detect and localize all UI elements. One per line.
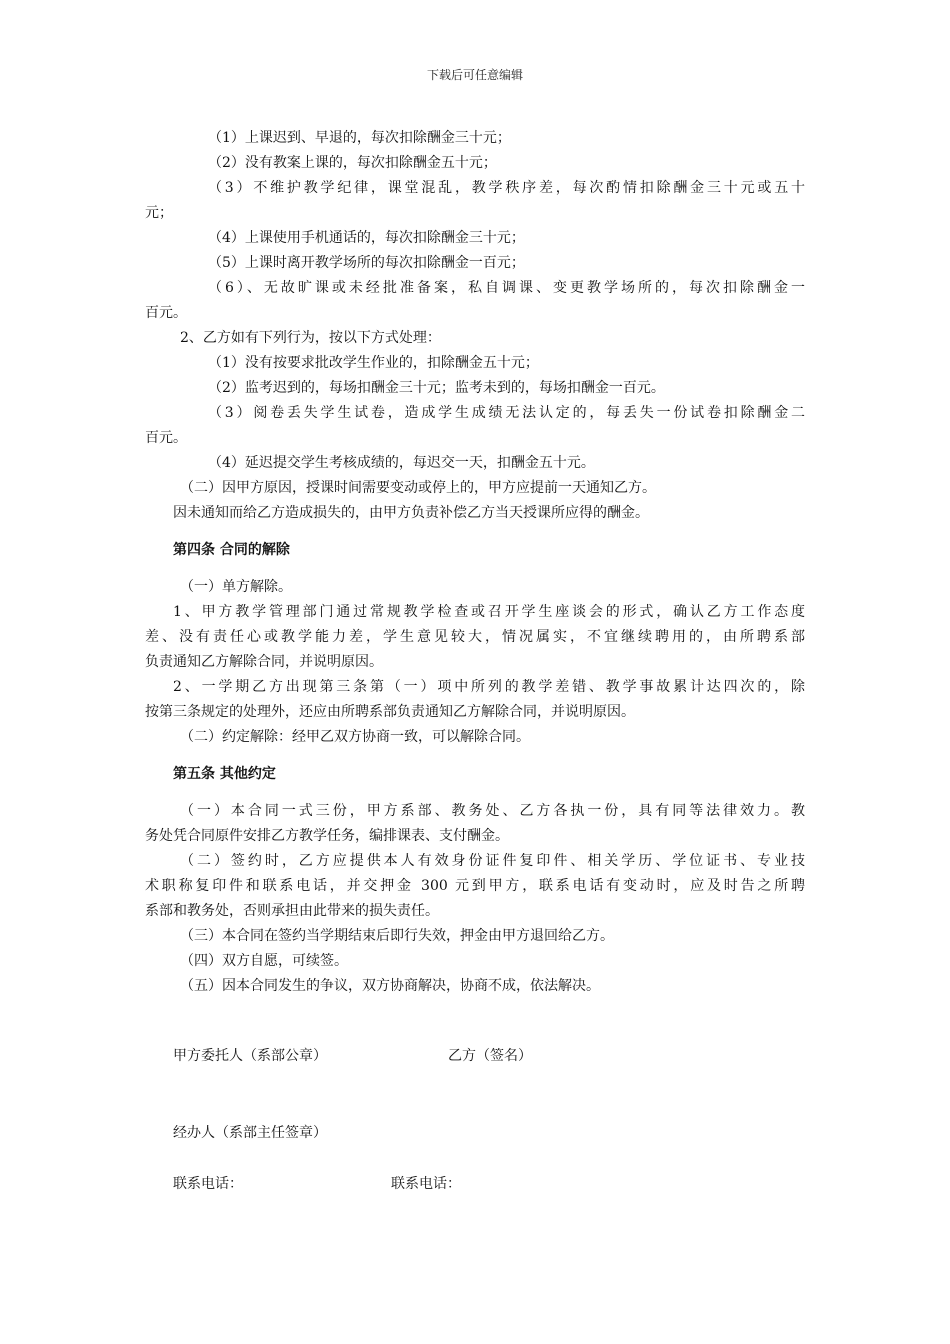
handler-label: 经办人（系部主任签章） xyxy=(173,1125,327,1141)
text-line: （一）本合同一式三份，甲方系部、教务处、乙方各执一份，具有同等法律效力。教 xyxy=(180,803,805,819)
text-line: （三）本合同在签约当学期结束后即行失效，押金由甲方退回给乙方。 xyxy=(180,928,614,944)
text-line: 负责通知乙方解除合同，并说明原因。 xyxy=(145,654,383,670)
text-line: （4）延迟提交学生考核成绩的，每迟交一天，扣酬金五十元。 xyxy=(208,455,595,471)
text-line: （6）、无故旷课或未经批准备案，私自调课、变更教学场所的，每次扣除酬金一 xyxy=(208,280,805,296)
text-line: 差、没有责任心或教学能力差，学生意见较大，情况属实，不宜继续聘用的，由所聘系部 xyxy=(145,629,805,645)
text-line: （四）双方自愿，可续签。 xyxy=(180,953,348,969)
text-line: （5）上课时离开教学场所的每次扣除酬金一百元； xyxy=(208,255,525,271)
text-line: 百元。 xyxy=(145,430,187,446)
text-line: 按第三条规定的处理外，还应由所聘系部负责通知乙方解除合同，并说明原因。 xyxy=(145,704,635,720)
section-heading: 第五条 其他约定 xyxy=(173,766,276,782)
text-line: （二）约定解除：经甲乙双方协商一致，可以解除合同。 xyxy=(180,729,530,745)
text-line: （二）因甲方原因，授课时间需要变动或停上的，甲方应提前一天通知乙方。 xyxy=(180,480,656,496)
section-heading: 第四条 合同的解除 xyxy=(173,542,290,558)
text-line: 元； xyxy=(145,205,173,221)
text-line: （二）签约时，乙方应提供本人有效身份证件复印件、相关学历、学位证书、专业技 xyxy=(180,853,805,869)
text-line: （一）单方解除。 xyxy=(180,579,292,595)
phone-b-label: 联系电话： xyxy=(391,1176,461,1192)
text-line: 2、乙方如有下列行为，按以下方式处理： xyxy=(180,330,441,346)
text-line: 百元。 xyxy=(145,305,187,321)
party-a-label: 甲方委托人（系部公章） xyxy=(173,1048,327,1064)
text-line: 因未通知而给乙方造成损失的，由甲方负责补偿乙方当天授课所应得的酬金。 xyxy=(173,505,649,521)
text-line: （2）没有教案上课的，每次扣除酬金五十元； xyxy=(208,155,497,171)
text-line: （4）上课使用手机通话的，每次扣除酬金三十元； xyxy=(208,230,525,246)
text-line: 系部和教务处，否则承担由此带来的损失责任。 xyxy=(145,903,439,919)
text-line: 术职称复印件和联系电话，并交押金 300 元到甲方，联系电话有变动时，应及时告之所聘 xyxy=(145,878,805,894)
text-line: 1、甲方教学管理部门通过常规教学检查或召开学生座谈会的形式，确认乙方工作态度 xyxy=(173,604,805,620)
text-line: （3）不维护教学纪律，课堂混乱，教学秩序差，每次酌情扣除酬金三十元或五十 xyxy=(208,180,805,196)
text-line: （2）监考迟到的，每场扣酬金三十元；监考未到的，每场扣酬金一百元。 xyxy=(208,380,665,396)
text-line: （1）没有按要求批改学生作业的，扣除酬金五十元； xyxy=(208,355,539,371)
text-line: 务处凭合同原件安排乙方教学任务，编排课表、支付酬金。 xyxy=(145,828,509,844)
party-b-label: 乙方（签名） xyxy=(448,1048,532,1064)
page-header: 下载后可任意编辑 xyxy=(426,68,523,82)
text-line: （五）因本合同发生的争议，双方协商解决，协商不成，依法解决。 xyxy=(180,978,600,994)
text-line: （1）上课迟到、早退的，每次扣除酬金三十元； xyxy=(208,130,511,146)
text-line: （3）阅卷丢失学生试卷，造成学生成绩无法认定的，每丢失一份试卷扣除酬金二 xyxy=(208,405,805,421)
text-line: 2、一学期乙方出现第三条第（一）项中所列的教学差错、教学事故累计达四次的，除 xyxy=(173,679,805,695)
phone-a-label: 联系电话： xyxy=(173,1176,243,1192)
